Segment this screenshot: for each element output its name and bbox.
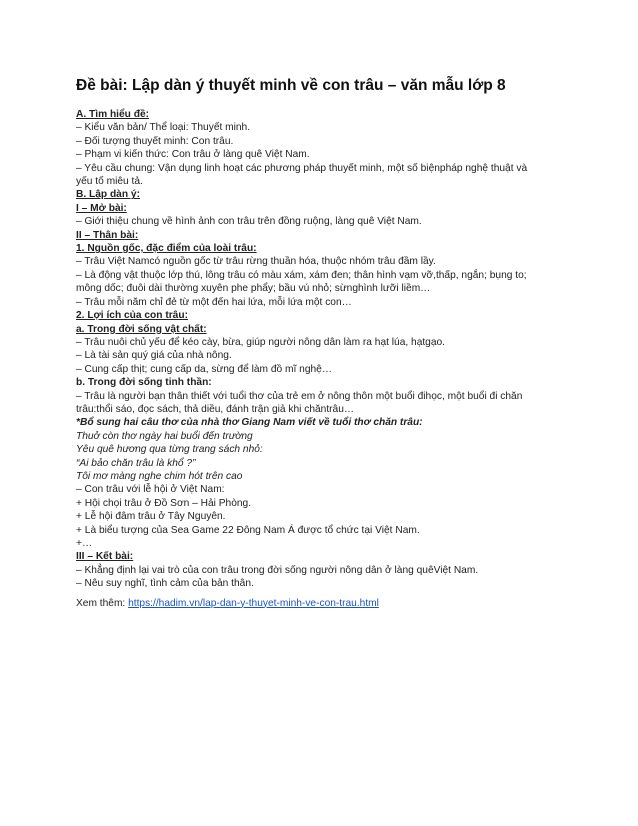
ket-bai-line: – Khẳng định lại vai trò của con trâu trong đời sống người nông dân ở làng quêViệt Nam.	[76, 564, 479, 576]
section-a-line: – Kiểu văn bản/ Thể loại: Thuyết minh.	[76, 122, 251, 134]
festival-line: +…	[76, 538, 93, 549]
festival-line: + Hội chọi trâu ở Đồ Sơn – Hải Phòng.	[76, 497, 252, 509]
part1-line: mông dốc; đuôi dài thường xuyên phe phẩy; bầu vú nhỏ; sừnghình lưỡi liềm…	[76, 283, 431, 295]
part1-heading: 1. Nguồn gốc, đặc điểm của loài trâu:	[76, 243, 257, 255]
sub-a-line: – Cung cấp thịt; cung cấp da, sừng để làm đồ mĩ nghệ…	[76, 363, 333, 375]
ket-bai-line: – Nêu suy nghĩ, tình cảm của bản thân.	[76, 578, 254, 590]
document-page	[76, 76, 576, 610]
sub-a-line: – Trâu nuôi chủ yếu để kéo cày, bừa, giúp người nông dân làm ra hạt lúa, hạtgạo.	[76, 336, 446, 348]
poem-line: Yêu quê hương qua từng trang sách nhỏ:	[76, 444, 263, 456]
mo-bai-heading: I – Mở bài:	[76, 202, 127, 214]
section-a-line: – Phạm vi kiến thức: Con trâu ở làng quê Việt Nam.	[76, 149, 310, 161]
poem-line: Tôi mơ màng nghe chim hót trên cao	[76, 470, 243, 482]
part2-heading: 2. Lợi ích của con trâu:	[76, 310, 188, 322]
section-a-heading: A. Tìm hiểu đề:	[76, 109, 150, 120]
section-a-line: – Đối tượng thuyết minh: Con trâu.	[76, 135, 234, 147]
see-more-label: Xem thêm:	[76, 597, 129, 609]
than-bai-heading: II – Thân bài:	[76, 229, 139, 241]
ket-bai-heading: III – Kết bài:	[76, 551, 134, 563]
section-b-heading: B. Lập dàn ý:	[76, 189, 140, 201]
page-title: Đề bài: Lập dàn ý thuyết minh về con trâu – văn mẫu lớp 8	[76, 77, 506, 94]
part1-line: – Là động vật thuộc lớp thú, lông trâu có màu xám, xám đen; thân hình vạm vỡ,thấp, ngắn; bụng to;	[76, 269, 527, 281]
festival-line: + Lễ hội đâm trâu ở Tây Nguyên.	[76, 511, 226, 523]
see-more	[76, 597, 576, 610]
sub-b-line: – Trâu là người bạn thân thiết với tuổi thơ của trẻ em ở nông thôn một buổi đihọc, một buổi đi chăn	[76, 390, 523, 402]
festival-line: – Con trâu với lễ hội ở Việt Nam:	[76, 484, 225, 496]
part1-line: – Trâu mỗi năm chỉ đẻ từ một đến hai lứa, mỗi lứa một con…	[76, 296, 352, 308]
mo-bai-line: – Giới thiệu chung về hình ảnh con trâu trên đồng ruộng, làng quê Việt Nam.	[76, 216, 422, 228]
poem-line: Thuở còn thơ ngày hai buổi đến trường	[76, 430, 253, 442]
see-more-link[interactable]: https://hadim.vn/lap-dan-y-thuyet-minh-ve-con-trau.html	[128, 597, 379, 609]
poem-heading: *Bổ sung hai câu thơ của nhà thơ Giang Nam viết về tuổi thơ chăn trâu:	[76, 417, 423, 429]
festival-line: + Là biểu tượng của Sea Game 22 Đông Nam Á được tổ chức tại Việt Nam.	[76, 524, 420, 536]
sub-a-line: – Là tài sản quý giá của nhà nông.	[76, 350, 232, 362]
section-a-line: yếu tố miêu tả.	[76, 176, 143, 188]
section-a-line: – Yêu cầu chung: Vận dụng linh hoạt các phương pháp thuyết minh, một số biệnpháp nghệ thuật và	[76, 162, 528, 174]
poem-line: “Ai bảo chăn trâu là khổ ?”	[76, 457, 196, 469]
sub-a-heading: a. Trong đời sống vật chất:	[76, 323, 207, 335]
sub-b-heading: b. Trong đời sống tinh thần:	[76, 377, 212, 389]
part1-line: – Trâu Việt Namcó nguồn gốc từ trâu rừng thuần hóa, thuộc nhóm trâu đầm lầy.	[76, 256, 436, 268]
sub-b-line: trâu:thổi sáo, đọc sách, thả diều, đánh trận giả khi chăntrâu…	[76, 403, 355, 415]
